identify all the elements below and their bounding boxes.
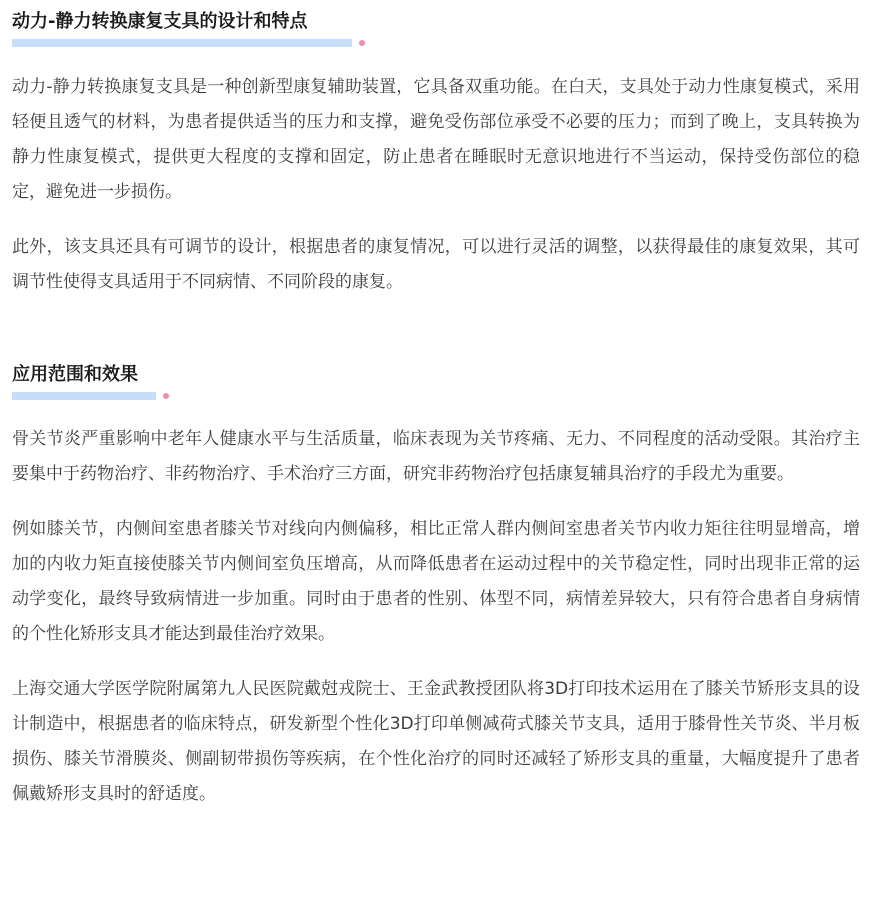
heading-underline-bar	[12, 392, 156, 400]
paragraph: 上海交通大学医学院附属第九人民医院戴尅戎院士、王金武教授团队将3D打印技术运用在了膝关节矫形支具的设计制造中，根据患者的临床特点，研发新型个性化3D打印单侧减荷式膝关节支具，适用于膝骨性关节炎、半月板损伤、膝关节滑膜炎、侧副韧带损伤等疾病，在个性化治疗的同时还减轻了矫形支具的重量，大幅度提升了患者佩戴矫形支具时的舒适度。	[12, 679, 860, 804]
heading-dot-icon	[359, 40, 365, 46]
section-heading-wrap	[12, 8, 860, 48]
paragraph: 动力-静力转换康复支具是一种创新型康复辅助装置，它具备双重功能。在白天，支具处于动力性康复模式，采用轻便且透气的材料，为患者提供适当的压力和支撑，避免受伤部位承受不必要的压力；而到了晚上，支具转换为静力性康复模式，提供更大程度的支撑和固定，防止患者在睡眠时无意识地进行不当运动，保持受伤部位的稳定，避免进一步损伤。	[12, 77, 860, 202]
section-design-features	[12, 8, 860, 300]
paragraph: 此外，该支具还具有可调节的设计，根据患者的康复情况，可以进行灵活的调整，以获得最佳的康复效果，其可调节性使得支具适用于不同病情、不同阶段的康复。	[12, 237, 860, 292]
paragraph: 例如膝关节，内侧间室患者膝关节对线向内侧偏移，相比正常人群内侧间室患者关节内收力矩往往明显增高，增加的内收力矩直接使膝关节内侧间室负压增高，从而降低患者在运动过程中的关节稳定性，同时出现非正常的运动学变化，最终导致病情进一步加重。同时由于患者的性别、体型不同，病情差异较大，只有符合患者自身病情的个性化矫形支具才能达到最佳治疗效果。	[12, 519, 860, 644]
section-heading: 动力-静力转换康复支具的设计和特点	[12, 11, 308, 32]
section-application-effect	[12, 361, 860, 812]
heading-underline-bar	[12, 39, 352, 47]
paragraph: 骨关节炎严重影响中老年人健康水平与生活质量，临床表现为关节疼痛、无力、不同程度的活动受限。其治疗主要集中于药物治疗、非药物治疗、手术治疗三方面，研究非药物治疗包括康复辅具治疗的手段尤为重要。	[12, 429, 860, 484]
heading-dot-icon	[163, 393, 169, 399]
section-heading: 应用范围和效果	[12, 364, 138, 385]
section-heading-wrap	[12, 361, 860, 401]
